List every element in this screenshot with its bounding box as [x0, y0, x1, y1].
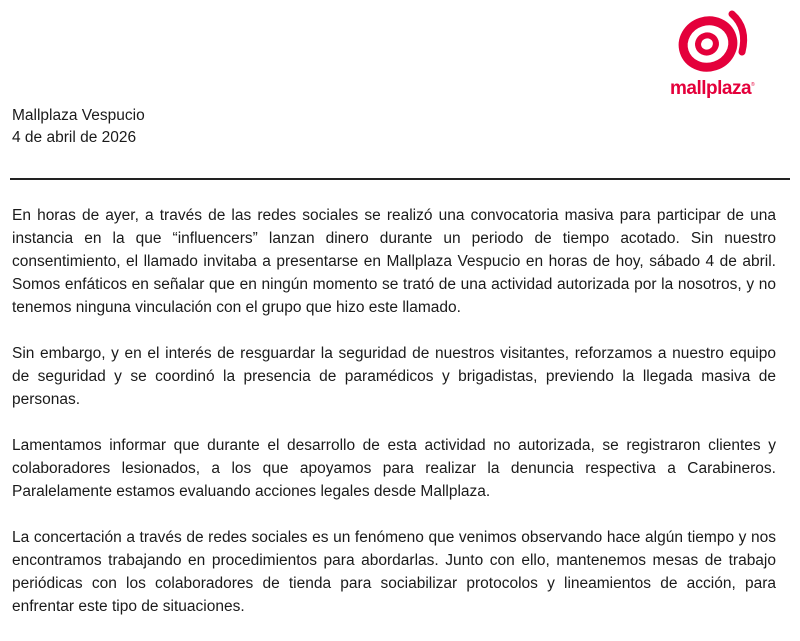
mallplaza-logo-mark [670, 6, 754, 78]
letter-header [12, 105, 145, 149]
letter-date: 4 de abril de 2026 [12, 129, 137, 146]
mallplaza-wordmark [670, 78, 754, 100]
letter-body [12, 204, 776, 641]
trademark-symbol: ® [751, 82, 755, 88]
sender-location: Mallplaza Vespucio [12, 107, 145, 124]
header-divider [10, 178, 790, 180]
mallplaza-logo [664, 6, 764, 98]
paragraph-1: En horas de ayer, a través de las redes sociales se realizó una convocatoria masiva para participar de una instancia en la que “influencers” lanzan dinero durante un periodo de tiempo acotado. Sin nuestro consentimiento, el llamado invitaba a presentarse en Mallplaza Vespucio en horas de hoy, sábado 4 de abril. Somos enfáticos en señalar que en ningún momento se trató de una actividad autorizada por la nosotros, y no tenemos ninguna vinculación con el grupo que hizo este llamado. [12, 207, 776, 316]
paragraph-4: La concertación a través de redes sociales es un fenómeno que venimos observando hace algún tiempo y nos encontramos trabajando en procedimientos para abordarlas. Junto con ello, mantenemos mesas de trabajo periódicas con los colaboradores de tienda para sociabilizar protocolos y lineamientos de acción, para enfrentar este tipo de situaciones. [12, 529, 776, 615]
paragraph-2: Sin embargo, y en el interés de resguardar la seguridad de nuestros visitantes, reforzamos a nuestro equipo de seguridad y se coordinó la presencia de paramédicos y brigadistas, previendo la llegada masiva de personas. [12, 345, 776, 408]
brand-name: mallplaza [670, 78, 752, 99]
paragraph-3: Lamentamos informar que durante el desarrollo de esta actividad no autorizada, se registraron clientes y colaboradores lesionados, a los que apoyamos para realizar la denuncia respectiva a Carabineros. Paralelamente estamos evaluando acciones legales desde Mallplaza. [12, 437, 776, 500]
